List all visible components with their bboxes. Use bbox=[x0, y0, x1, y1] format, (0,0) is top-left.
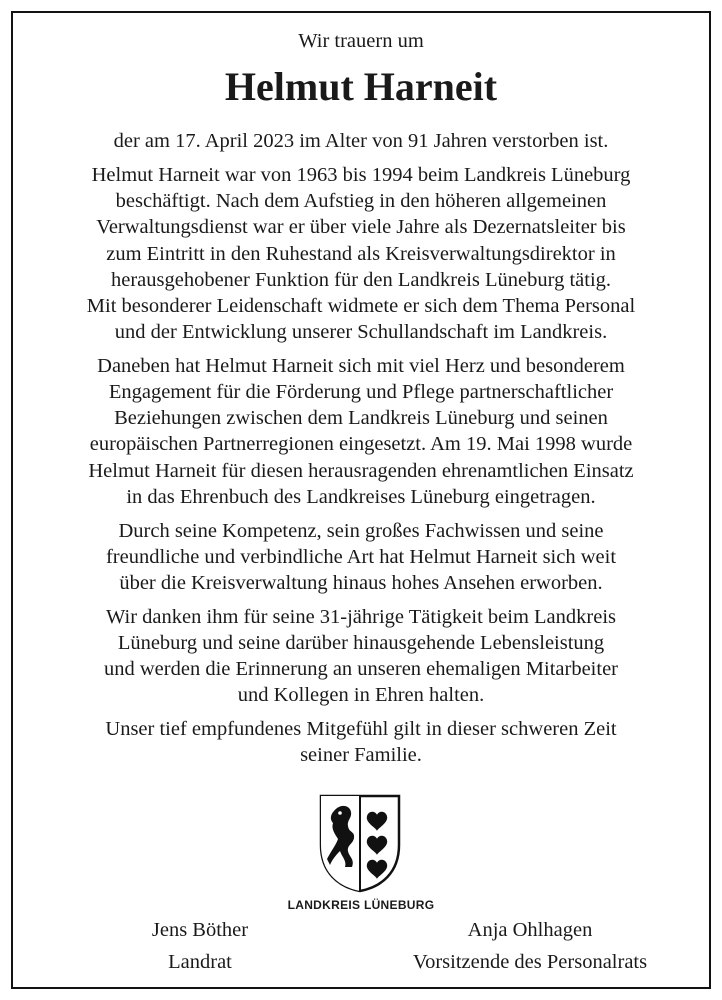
signer-1-role: Landrat bbox=[168, 951, 232, 973]
body-line: Engagement für die Förderung und Pflege partnerschaftlicher bbox=[108, 381, 614, 403]
body-line: Verwaltungsdienst war er über viele Jahre als Dezernatsleiter bis bbox=[96, 216, 626, 238]
body-line: freundliche und verbindliche Art hat Helmut Harneit sich weit bbox=[105, 546, 617, 568]
body-line: und Kollegen in Ehren halten. bbox=[237, 684, 485, 706]
body-line: herausgehobener Funktion für den Landkreis Lüneburg tätig. bbox=[110, 269, 612, 291]
body-line: Mit besonderer Leidenschaft widmete er sich dem Thema Personal bbox=[86, 295, 636, 317]
logo-label: LANDKREIS LÜNEBURG bbox=[287, 898, 435, 912]
signer-2-name: Anja Ohlhagen bbox=[467, 919, 593, 941]
body-line: Lüneburg und seine darüber hinausgehende Lebensleistung bbox=[117, 632, 605, 654]
body-line: Wir danken ihm für seine 31-jährige Tätigkeit beim Landkreis bbox=[106, 606, 616, 628]
body-line: zum Eintritt in den Ruhestand als Kreisverwaltungsdirektor in bbox=[106, 243, 616, 265]
signer-1-name: Jens Böther bbox=[151, 919, 249, 941]
signer-2-role: Vorsitzende des Personalrats bbox=[412, 951, 648, 973]
body-line: europäischen Partnerregionen eingesetzt. Am 19. Mai 1998 wurde bbox=[89, 433, 633, 455]
body-line: über die Kreisverwaltung hinaus hohes Ansehen erworben. bbox=[119, 572, 603, 594]
body-line: Helmut Harneit für diesen herausragenden ehrenamtlichen Einsatz bbox=[88, 460, 634, 482]
death-info: der am 17. April 2023 im Alter von 91 Jahren verstorben ist. bbox=[113, 130, 609, 152]
body-line: beschäftigt. Nach dem Aufstieg in den höheren allgemeinen bbox=[115, 190, 607, 212]
intro-text: Wir trauern um bbox=[298, 30, 424, 52]
body-line: und werden die Erinnerung an unseren ehemaligen Mitarbeiter bbox=[103, 658, 618, 680]
body-line: Durch seine Kompetenz, sein großes Fachwissen und seine bbox=[118, 520, 604, 542]
body-line: Helmut Harneit war von 1963 bis 1994 beim Landkreis Lüneburg bbox=[91, 164, 631, 186]
body-line: seiner Familie. bbox=[300, 744, 422, 766]
body-line: Beziehungen zwischen dem Landkreis Lüneburg und seinen bbox=[114, 407, 608, 429]
coat-of-arms-icon bbox=[318, 793, 402, 893]
body-line: in das Ehrenbuch des Landkreises Lüneburg eingetragen. bbox=[126, 486, 596, 508]
body-line: Daneben hat Helmut Harneit sich mit viel Herz und besonderem bbox=[97, 355, 625, 377]
deceased-name: Helmut Harneit bbox=[224, 64, 498, 109]
body-line: und der Entwicklung unserer Schullandschaft im Landkreis. bbox=[114, 321, 608, 343]
body-line: Unser tief empfundenes Mitgefühl gilt in dieser schweren Zeit bbox=[105, 718, 617, 740]
